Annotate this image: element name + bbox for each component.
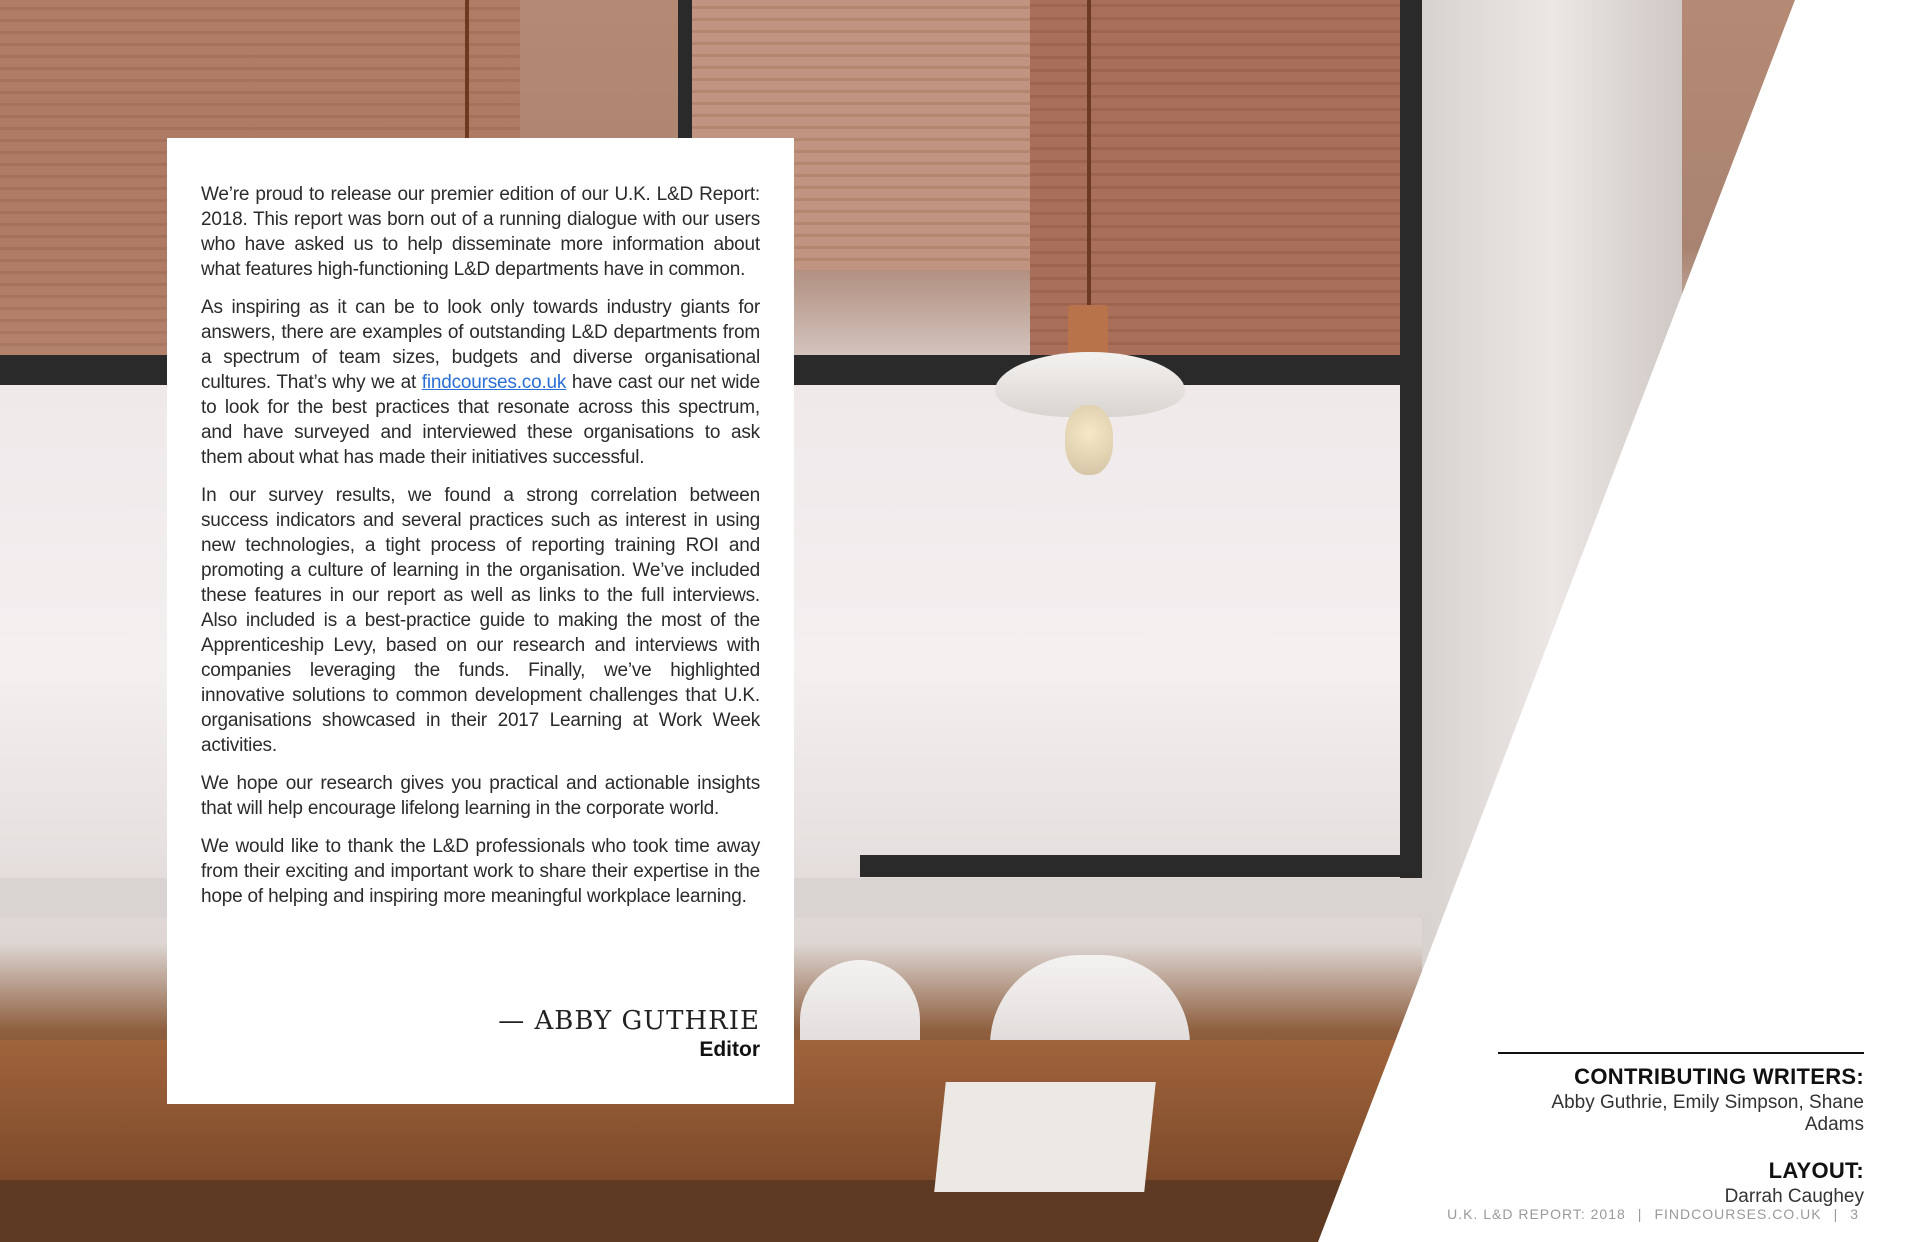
page-number: 3 (1850, 1206, 1859, 1222)
lamp-cord (465, 0, 469, 140)
light-bulb (1065, 405, 1113, 475)
letter-paragraph-5: We would like to thank the L&D professionals who took time away from their exciting and important work to share their expertise in the hope of helping and inspiring more meaningful workplace learning. (201, 836, 760, 907)
building-right (1030, 0, 1400, 355)
letter-paragraph-1: We’re proud to release our premier edition of our U.K. L&D Report: 2018. This report was born out of a running dialogue with our users who have asked us to help disseminate more information about what features high-functioning L&D departments have in common. (201, 184, 760, 280)
credits-block (1498, 1052, 1864, 1208)
layout-names: Darrah Caughey (1724, 1186, 1864, 1207)
window-frame (860, 855, 1420, 877)
letter-paragraph-2 (201, 295, 760, 470)
window-frame (1400, 0, 1422, 880)
letter-paragraph-2-end: have cast our net wide to look for the best practices that resonate across this spectrum, and have surveyed and interviewed these organisations to ask them about what has made their initiatives successful. (201, 372, 760, 468)
letter-paragraph-4: We hope our research gives you practical and actionable insights that will help encourage lifelong learning in the corporate world. (201, 773, 760, 819)
signature-role: Editor (699, 1038, 760, 1061)
lamp-socket (1068, 305, 1108, 357)
signature-block (498, 1006, 760, 1062)
letter-paragraph-3: In our survey results, we found a strong correlation between success indicators and several practices such as interest in using new technologies, a tight process of reporting training ROI and promoting a culture of learning in the organisation. We’ve included these features in our report as well as links to the full interviews. Also included is a best-practice guide to making the most of the Apprenticeship Levy, based on our research and interviews with companies leveraging the funds. Finally, we’ve highlighted innovative solutions to common development challenges that U.K. organisations showcased in their 2017 Learning at Work Week activities. (201, 485, 760, 756)
page-footer (1441, 1206, 1865, 1222)
footer-report-title: U.K. L&D REPORT: 2018 (1447, 1206, 1626, 1222)
signature-name: — ABBY GUTHRIE (498, 1006, 760, 1036)
notebook (934, 1082, 1156, 1192)
editor-letter-card (167, 138, 794, 1104)
footer-separator: | (1833, 1206, 1839, 1222)
table-edge (0, 1180, 1500, 1242)
writers-names: Abby Guthrie, Emily Simpson, Shane Adams (1551, 1092, 1864, 1135)
lamp-cord (1087, 0, 1091, 310)
letter-paragraph-2-start: As inspiring as it can be to look only towards industry giants for answers, there are examples of outstanding L&D departments from a spectrum of team sizes, budgets and diverse organisational cultures. That’s why we at (201, 297, 760, 393)
layout-heading: LAYOUT: (1768, 1158, 1864, 1183)
footer-separator: | (1637, 1206, 1643, 1222)
footer-site: FINDCOURSES.CO.UK (1654, 1206, 1822, 1222)
writers-heading: CONTRIBUTING WRITERS: (1574, 1064, 1864, 1089)
findcourses-link[interactable]: findcourses.co.uk (421, 372, 567, 393)
